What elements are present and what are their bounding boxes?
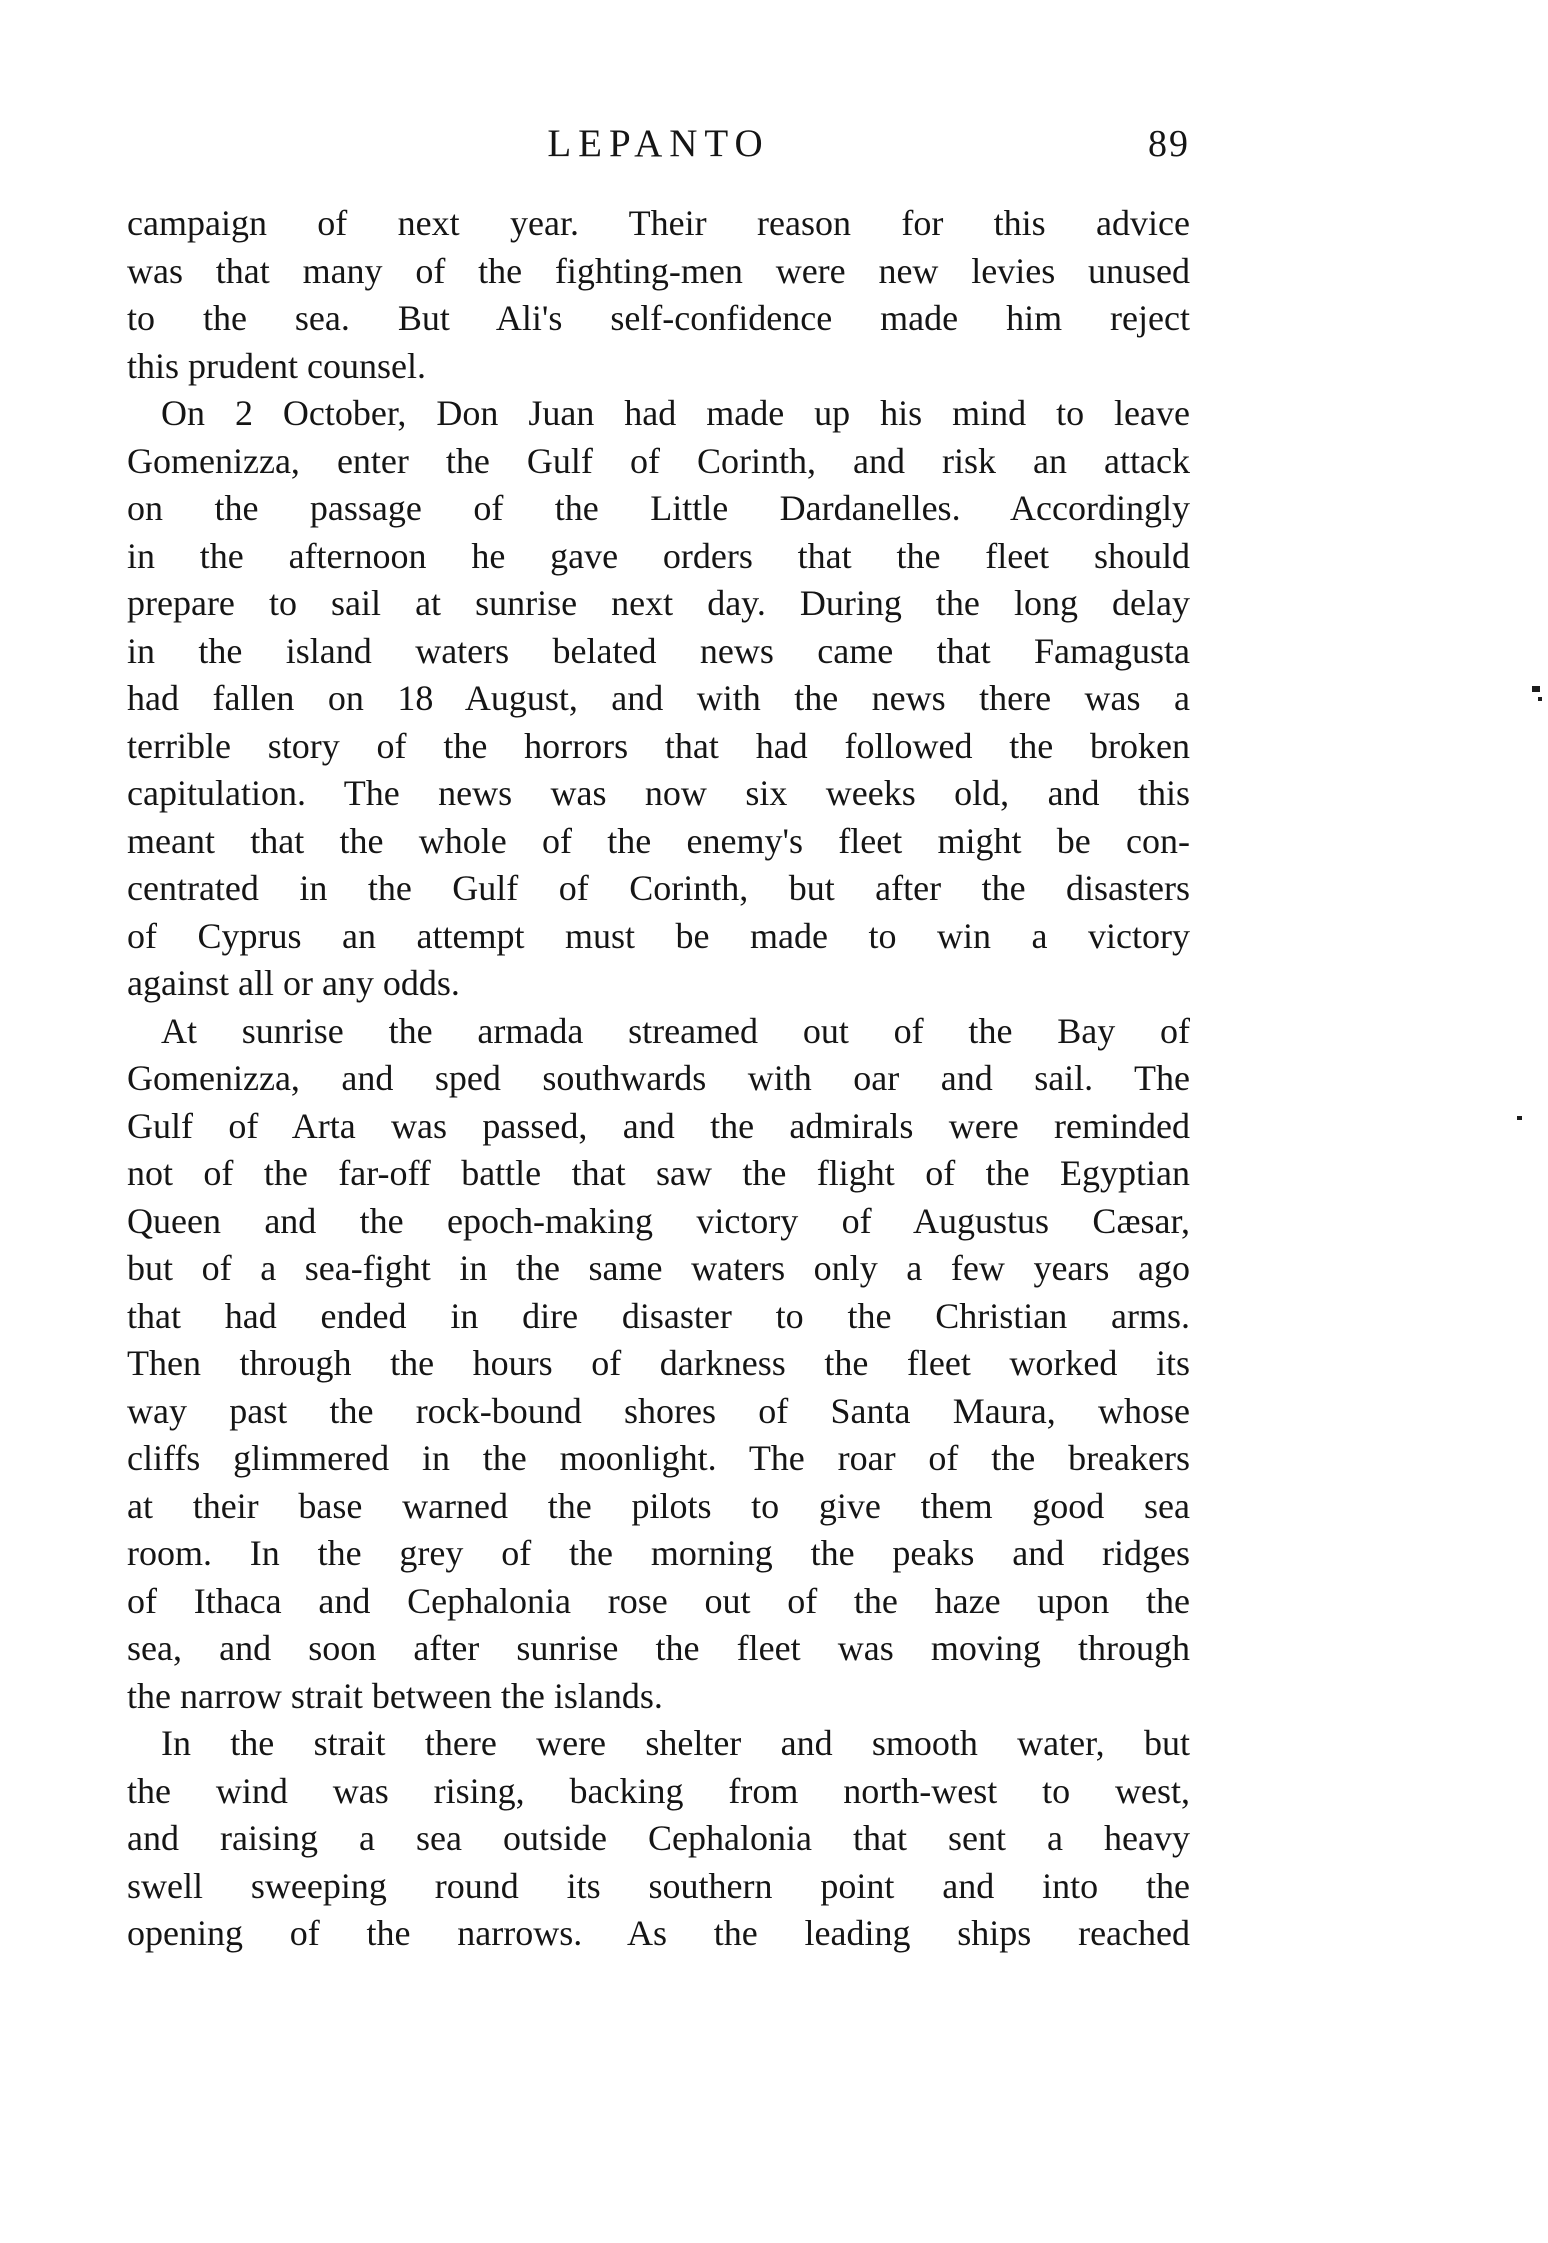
text-line: Gomenizza, enter the Gulf of Corinth, and risk an attack: [127, 440, 1190, 481]
text-line: not of the far-off battle that saw the flight of the Egyptian: [127, 1153, 1190, 1193]
page-number: 89: [1148, 123, 1190, 165]
text-line: cliffs glimmered in the moonlight. The roar of the breakers: [127, 1438, 1190, 1478]
text-line: Gulf of Arta was passed, and the admirals were reminded: [127, 1105, 1190, 1146]
text-line: of Cyprus an attempt must be made to win a victory: [127, 915, 1190, 956]
text-line: had fallen on 18 August, and with the news there was a: [127, 678, 1190, 718]
text-line: centrated in the Gulf of Corinth, but after the disasters: [127, 868, 1190, 908]
text-line: to the sea. But Ali's self-confidence made him reject: [127, 298, 1190, 338]
text-line: but of a sea-fight in the same waters only a few years ago: [127, 1248, 1190, 1288]
text-line: capitulation. The news was now six weeks old, and this: [127, 773, 1190, 813]
text-line: meant that the whole of the enemy's fleet might be con-: [127, 820, 1190, 861]
text-line: swell sweeping round its southern point and into the: [127, 1865, 1190, 1906]
scan-artifact: [1517, 1116, 1522, 1120]
text-line: against all or any odds.: [127, 963, 460, 1003]
text-line: on the passage of the Little Dardanelles. Accordingly: [127, 488, 1190, 528]
running-head-title: LEPANTO: [547, 122, 770, 165]
text-line: In the strait there were shelter and smooth water, but: [161, 1723, 1190, 1763]
text-line: campaign of next year. Their reason for this advice: [127, 203, 1190, 243]
page-text: [127, 200, 1190, 1958]
text-line: terrible story of the horrors that had followed the broken: [127, 725, 1190, 766]
text-line: On 2 October, Don Juan had made up his mind to leave: [161, 393, 1190, 433]
text-line: prepare to sail at sunrise next day. During the long delay: [127, 583, 1190, 623]
paragraph: [127, 390, 1190, 1008]
scan-artifact: [1538, 697, 1542, 701]
text-line: sea, and soon after sunrise the fleet was moving through: [127, 1628, 1190, 1668]
paragraph: [127, 200, 1190, 390]
text-line: room. In the grey of the morning the peaks and ridges: [127, 1533, 1190, 1573]
text-column: [127, 123, 1190, 1958]
text-line: in the afternoon he gave orders that the fleet should: [127, 535, 1190, 576]
scan-artifact: [1532, 686, 1540, 692]
text-line: Queen and the epoch-making victory of Augustus Cæsar,: [127, 1200, 1190, 1241]
text-line: of Ithaca and Cephalonia rose out of the haze upon the: [127, 1580, 1190, 1621]
text-line: in the island waters belated news came that Famagusta: [127, 630, 1190, 671]
text-line: the narrow strait between the islands.: [127, 1675, 663, 1716]
text-line: Gomenizza, and sped southwards with oar and sail. The: [127, 1058, 1190, 1098]
text-line: opening of the narrows. As the leading ships reached: [127, 1913, 1190, 1953]
text-line: Then through the hours of darkness the fleet worked its: [127, 1343, 1190, 1383]
text-line: was that many of the fighting-men were new levies unused: [127, 250, 1190, 291]
text-line: this prudent counsel.: [127, 345, 426, 386]
text-line: At sunrise the armada streamed out of the Bay of: [161, 1010, 1190, 1051]
paragraph: [127, 1720, 1190, 1958]
text-line: way past the rock-bound shores of Santa Maura, whose: [127, 1390, 1190, 1431]
text-line: at their base warned the pilots to give them good sea: [127, 1485, 1190, 1526]
text-line: and raising a sea outside Cephalonia that sent a heavy: [127, 1818, 1190, 1858]
text-line: that had ended in dire disaster to the Christian arms.: [127, 1295, 1190, 1336]
paragraph: [127, 1008, 1190, 1721]
page-header: [127, 123, 1190, 165]
text-line: the wind was rising, backing from north-west to west,: [127, 1770, 1190, 1811]
